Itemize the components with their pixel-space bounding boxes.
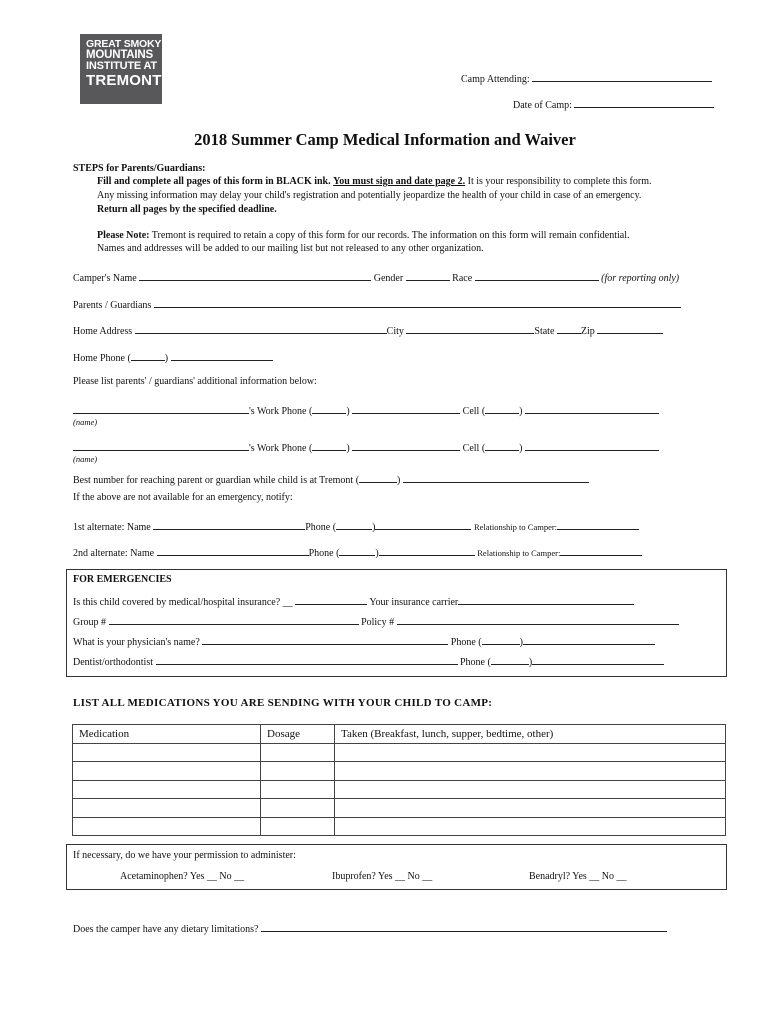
race-note: (for reporting only) bbox=[601, 273, 680, 284]
cell-close: ) bbox=[519, 406, 523, 417]
medications-heading: LIST ALL MEDICATIONS YOU ARE SENDING WITH YOUR CHILD TO CAMP: bbox=[73, 697, 493, 709]
steps-line-3: Return all pages by the specified deadline. bbox=[97, 204, 277, 215]
taken-cell[interactable] bbox=[335, 780, 726, 799]
state-label: State bbox=[534, 326, 555, 337]
dosage-cell[interactable] bbox=[261, 780, 335, 799]
insurance-covered-label: Is this child covered by medical/hospital insurance? __ bbox=[73, 597, 293, 608]
alternate-1-label: 1st alternate: Name bbox=[73, 522, 151, 533]
work-phone-area-line[interactable] bbox=[312, 440, 346, 451]
taken-cell[interactable] bbox=[335, 817, 726, 836]
note-line-2: Names and addresses will be added to our mailing list but not released to any other organization. bbox=[97, 243, 484, 254]
date-of-camp-field[interactable] bbox=[513, 97, 714, 111]
gender-line[interactable] bbox=[406, 270, 450, 281]
note-text: Tremont is required to retain a copy of this form for our records. The information on this form will remain confidential. bbox=[149, 230, 630, 241]
table-row bbox=[73, 817, 726, 836]
state-line[interactable] bbox=[557, 323, 581, 334]
alternate-phone-close: ) bbox=[372, 522, 376, 533]
table-row bbox=[73, 762, 726, 781]
taken-cell[interactable] bbox=[335, 743, 726, 762]
physician-phone-label: Phone ( bbox=[450, 637, 482, 648]
tremont-logo bbox=[80, 34, 162, 104]
relationship-line[interactable] bbox=[557, 519, 639, 530]
city-line[interactable] bbox=[406, 323, 534, 334]
cell-line[interactable] bbox=[525, 403, 659, 414]
cell-label: Cell ( bbox=[462, 443, 486, 454]
steps-heading: STEPS for Parents/Guardians: bbox=[73, 163, 206, 174]
parents-row bbox=[73, 297, 681, 311]
alternate-phone-line[interactable] bbox=[375, 519, 471, 530]
medication-column-header: Medication bbox=[73, 725, 261, 744]
cell-area-line[interactable] bbox=[485, 403, 519, 414]
race-line[interactable] bbox=[475, 270, 599, 281]
physician-label: What is your physician's name? bbox=[73, 637, 200, 648]
alternate-phone-label: Phone ( bbox=[308, 548, 340, 559]
physician-line[interactable] bbox=[202, 634, 448, 645]
work-phone-label: 's Work Phone ( bbox=[249, 443, 313, 454]
name-caption: (name) bbox=[73, 417, 98, 427]
dosage-cell[interactable] bbox=[261, 762, 335, 781]
best-number-row bbox=[73, 472, 589, 486]
gender-label: Gender bbox=[373, 273, 404, 284]
best-number-close: ) bbox=[397, 475, 401, 486]
physician-phone-close: ) bbox=[519, 637, 523, 648]
logo-line-2: MOUNTAINS bbox=[86, 48, 153, 61]
camper-row bbox=[73, 270, 679, 284]
dentist-row bbox=[73, 654, 664, 668]
dosage-cell[interactable] bbox=[261, 799, 335, 818]
home-phone-label: Home Phone ( bbox=[73, 353, 131, 364]
work-phone-close: ) bbox=[346, 443, 350, 454]
steps-line-2: Any missing information may delay your child's registration and potentially jeopardize the health of your child in case of an emergency. bbox=[97, 190, 642, 201]
permission-question: If necessary, do we have your permission to administer: bbox=[73, 850, 296, 861]
medication-cell[interactable] bbox=[73, 817, 261, 836]
dentist-label: Dentist/orthodontist bbox=[73, 657, 153, 668]
city-label: City bbox=[386, 326, 404, 337]
best-number-area-line[interactable] bbox=[359, 472, 397, 483]
cell-line[interactable] bbox=[525, 440, 659, 451]
work-phone-label: 's Work Phone ( bbox=[249, 406, 313, 417]
parents-line[interactable] bbox=[154, 297, 681, 308]
additional-info-label: Please list parents' / guardians' additional information below: bbox=[73, 376, 317, 387]
home-phone-area-line[interactable] bbox=[131, 350, 165, 361]
dosage-cell[interactable] bbox=[261, 743, 335, 762]
alternate-phone-area-line[interactable] bbox=[339, 545, 375, 556]
race-label: Race bbox=[452, 273, 473, 284]
camp-attending-line[interactable] bbox=[532, 71, 712, 82]
physician-phone-area-line[interactable] bbox=[482, 634, 520, 645]
date-of-camp-line[interactable] bbox=[574, 97, 714, 108]
dosage-column-header: Dosage bbox=[261, 725, 335, 744]
alternate-phone-line[interactable] bbox=[379, 545, 475, 556]
alternate-2-label: 2nd alternate: Name bbox=[73, 548, 155, 559]
medications-table bbox=[72, 724, 726, 836]
medication-cell[interactable] bbox=[73, 780, 261, 799]
notify-label: If the above are not available for an emergency, notify: bbox=[73, 492, 293, 503]
guardian-row-1 bbox=[73, 403, 659, 417]
taken-cell[interactable] bbox=[335, 799, 726, 818]
medication-cell[interactable] bbox=[73, 762, 261, 781]
steps-line-1 bbox=[97, 176, 651, 187]
emergencies-heading: FOR EMERGENCIES bbox=[73, 574, 172, 585]
address-line[interactable] bbox=[135, 323, 387, 334]
home-phone-line[interactable] bbox=[171, 350, 273, 361]
table-row bbox=[73, 743, 726, 762]
guardian-1-name-line[interactable] bbox=[73, 403, 249, 414]
dentist-phone-label: Phone ( bbox=[460, 657, 491, 668]
home-phone-close: ) bbox=[164, 353, 169, 364]
medication-cell[interactable] bbox=[73, 743, 261, 762]
relationship-label: Relationship to Camper: bbox=[473, 522, 558, 532]
best-number-label: Best number for reaching parent or guardian while child is at Tremont ( bbox=[73, 475, 360, 486]
alternate-2-row bbox=[73, 545, 642, 559]
group-policy-row bbox=[73, 614, 679, 628]
table-row bbox=[73, 799, 726, 818]
parents-label: Parents / Guardians bbox=[73, 300, 152, 311]
date-of-camp-label: Date of Camp: bbox=[513, 100, 572, 111]
alternate-2-name-line[interactable] bbox=[157, 545, 309, 556]
home-phone-row bbox=[73, 350, 273, 364]
cell-area-line[interactable] bbox=[485, 440, 519, 451]
work-phone-line[interactable] bbox=[352, 403, 460, 414]
insurance-covered-line[interactable] bbox=[295, 594, 367, 605]
guardian-2-name-line[interactable] bbox=[73, 440, 249, 451]
note-line-1 bbox=[97, 230, 629, 241]
dosage-cell[interactable] bbox=[261, 817, 335, 836]
ibuprofen-option[interactable]: Ibuprofen? Yes __ No __ bbox=[332, 871, 433, 882]
logo-line-1: GREAT SMOKY bbox=[86, 38, 162, 50]
cell-close: ) bbox=[519, 443, 523, 454]
physician-phone-line[interactable] bbox=[523, 634, 655, 645]
work-phone-line[interactable] bbox=[352, 440, 460, 451]
work-phone-close: ) bbox=[346, 406, 350, 417]
insurance-carrier-label: Your insurance carrier bbox=[369, 597, 459, 608]
relationship-label: Relationship to Camper: bbox=[477, 548, 561, 558]
dentist-phone-close: ) bbox=[528, 657, 533, 668]
group-label: Group # bbox=[73, 617, 107, 628]
dentist-line[interactable] bbox=[156, 654, 458, 665]
dentist-phone-line[interactable] bbox=[532, 654, 664, 665]
note-label: Please Note: bbox=[97, 230, 150, 241]
relationship-line[interactable] bbox=[560, 545, 642, 556]
policy-line[interactable] bbox=[397, 614, 679, 625]
page-title: 2018 Summer Camp Medical Information and Waiver bbox=[194, 130, 576, 149]
zip-line[interactable] bbox=[597, 323, 663, 334]
logo-line-4: TREMONT bbox=[86, 71, 162, 89]
taken-cell[interactable] bbox=[335, 762, 726, 781]
physician-row bbox=[73, 634, 655, 648]
insurance-carrier-line[interactable] bbox=[458, 594, 634, 605]
taken-column-header: Taken (Breakfast, lunch, supper, bedtime, other) bbox=[335, 725, 726, 744]
camp-attending-label: Camp Attending: bbox=[461, 74, 530, 85]
logo-line-3: INSTITUTE AT bbox=[86, 60, 157, 73]
best-number-line[interactable] bbox=[403, 472, 589, 483]
alternate-1-name-line[interactable] bbox=[153, 519, 305, 530]
alternate-phone-close: ) bbox=[375, 548, 379, 559]
medications-header-row bbox=[73, 725, 726, 744]
acetaminophen-option[interactable]: Acetaminophen? Yes __ No __ bbox=[120, 871, 245, 882]
camper-name-label: Camper's Name bbox=[73, 273, 137, 284]
alternate-1-row bbox=[73, 519, 639, 533]
dentist-phone-area-line[interactable] bbox=[491, 654, 529, 665]
camp-attending-field[interactable] bbox=[461, 71, 712, 85]
cell-label: Cell ( bbox=[462, 406, 486, 417]
alternate-phone-area-line[interactable] bbox=[336, 519, 372, 530]
zip-label: Zip bbox=[580, 326, 595, 337]
camper-name-line[interactable] bbox=[139, 270, 371, 281]
dietary-row bbox=[73, 921, 667, 935]
insurance-row bbox=[73, 594, 634, 608]
table-row bbox=[73, 780, 726, 799]
dietary-line[interactable] bbox=[261, 921, 667, 932]
guardian-row-2 bbox=[73, 440, 659, 454]
steps-line-1-underlined: You must sign and date page 2. bbox=[333, 176, 466, 187]
benadryl-option[interactable]: Benadryl? Yes __ No __ bbox=[529, 871, 627, 882]
policy-label: Policy # bbox=[361, 617, 395, 628]
steps-line-1-bold: Fill and complete all pages of this form in BLACK ink. bbox=[97, 176, 331, 187]
work-phone-area-line[interactable] bbox=[312, 403, 346, 414]
group-line[interactable] bbox=[109, 614, 359, 625]
address-label: Home Address bbox=[73, 326, 133, 337]
name-caption: (name) bbox=[73, 454, 98, 464]
address-row bbox=[73, 323, 663, 337]
dietary-label: Does the camper have any dietary limitations? bbox=[73, 924, 259, 935]
medication-cell[interactable] bbox=[73, 799, 261, 818]
steps-line-1-rest: It is your responsibility to complete this form. bbox=[465, 176, 652, 187]
alternate-phone-label: Phone ( bbox=[305, 522, 337, 533]
